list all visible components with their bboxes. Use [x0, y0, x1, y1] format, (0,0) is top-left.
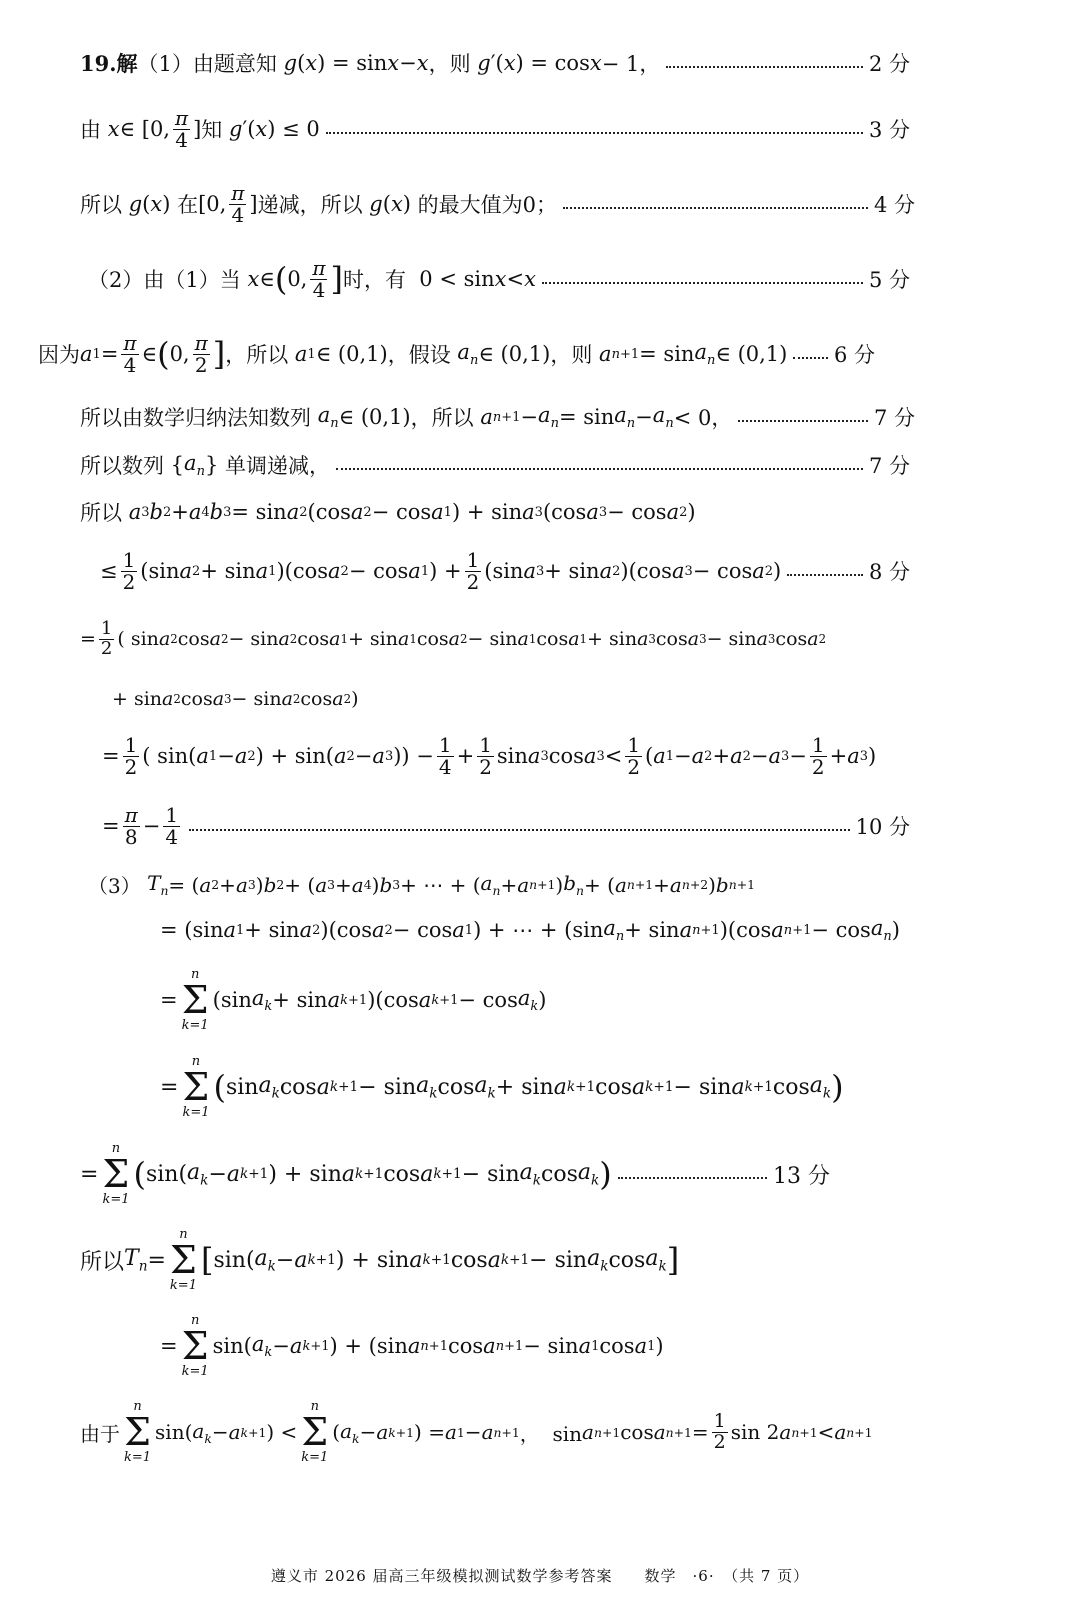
solution-line-20: = n Σ k=1 sin( $a_k$ − a k+1 ) + (sin a n+1 cos a n+1 − sin a 1 cos a 1 ): [160, 1313, 664, 1379]
solution-line-7: 所以数列 { $a_n$ } 单调递减， 7 分: [80, 450, 910, 480]
score-label: 5 分: [868, 268, 910, 293]
dot-leader: [189, 829, 850, 831]
solution-line-21: 由于 n Σ k=1 sin( $a_k$ − a k+1 ) < n Σ k=1 ( $a_k$ − a k+1 ) = a 1 − a n+1 ， sin a n+1 cos a n+1 = $\frac{1}{2}$ sin 2 a n+1 < a n+1: [80, 1399, 873, 1465]
dot-leader: [618, 1177, 767, 1179]
solution-line-12: = $\frac{1}{2}$ ( sin( a 1 − a 2 ) + sin( a 2 − a 3 )) − $\frac{1}{4}$ + $\frac{1}{2}$ sin a 3 cos a 3 < $\frac{1}{2}$ ( a 1 − a 2 + a 2 − a 3 − $\frac{1}{2}$ + a 3 ): [102, 733, 877, 779]
solution-line-13: = $\frac{\pi}{8}$ − $\frac{1}{4}$ 10 分: [102, 803, 910, 849]
solution-line-2: 由 x ∈ [0, $\frac{\pi}{4}$ ] 知 g ′( x ) ≤ 0 3 分: [80, 106, 910, 152]
dot-leader: [738, 420, 868, 422]
dot-leader: [326, 132, 863, 134]
solution-line-10: = $\frac{1}{2}$ ( sin a 2 cos a 2 − sin a 2 cos a 1 + sin a 1 cos a 2 − sin a 1 cos a 1 + sin a 3 cos a 3 − sin a 3 cos a 2: [80, 618, 827, 659]
page-footer: 遵义市 2026 届高三年级模拟测试数学参考答案 数学 ·6· （共 7 页）: [270, 1567, 810, 1585]
part1-label: （1）: [137, 52, 193, 76]
problem-number: 19.解: [80, 51, 138, 76]
score-label: 2 分: [868, 52, 910, 76]
score-label: 8 分: [868, 560, 910, 585]
solution-line-18: = n Σ k=1 ( sin( $a_k$ − a k+1 ) + sin a k+1 cos a k+1 − sin $a_k$ cos $a_k$ ) 13 分: [80, 1141, 830, 1207]
score-label: 3 分: [868, 118, 910, 143]
score-label: 4 分: [873, 193, 915, 218]
dot-leader: [666, 66, 863, 68]
score-label: 7 分: [868, 454, 910, 478]
score-label: 10 分: [855, 815, 910, 840]
part2-label: （2）: [88, 268, 144, 293]
solution-line-6: 所以由数学归纳法知数列 $a_n$ ∈ (0,1) ，所以 a n+1 − $a_n$ = sin $a_n$ − $a_n$ < 0， 7 分: [80, 402, 915, 432]
solution-line-8: 所以 a 3 b 2 + a 4 b 3 = sin a 2 (cos a 2 − cos a 1 ) + sin a 3 (cos a 3 − cos a 2 ): [80, 500, 696, 525]
solution-line-1: 19.解 （1） 由题意知 g ( x ) = sin x − x ，则 g ′( x ) = cos x − 1， 2 分: [80, 48, 910, 78]
solution-line-15: = (sin a 1 + sin a 2 )(cos a 2 − cos a 1 ) + ⋯ + (sin $a_n$ + sin a n+1 )(cos a n+1 − cos $a_n$ ): [160, 916, 900, 945]
dot-leader: [787, 574, 863, 576]
solution-line-3: 所以 g ( x ) 在 [0, $\frac{\pi}{4}$ ] 递减，所以 g ( x ) 的最大值为0； 4 分: [80, 181, 915, 227]
solution-line-14: （3） $T_n$ = ( a 2 + a 3 ) b 2 + ( a 3 + a 4 ) b 3 + ⋯ + ( $a_n$ + a n+1 ) $b_n$ + ( a n+1 + a n+2 ) b n+1: [88, 871, 755, 898]
dot-leader: [542, 282, 863, 284]
score-label: 6 分: [833, 343, 875, 368]
solution-line-4: （2） 由（1）当 x ∈ ( 0, $\frac{\pi}{4}$ ] 时，有 0 < sin x < x 5 分: [88, 256, 910, 302]
score-label: 7 分: [873, 406, 915, 430]
solution-line-5: 因为 a 1 = $\frac{\pi}{4}$ ∈ ( 0, $\frac{\pi}{2}$ ] ，所以 a 1 ∈ (0,1) ，假设 $a_n$ ∈ (0,1) ，则 a n+1 = sin $a_n$ ∈ (0,1) 6 分: [38, 331, 875, 377]
part3-label: （3）: [88, 874, 141, 898]
dot-leader: [336, 468, 863, 470]
dot-leader: [793, 357, 828, 359]
solution-line-9: ≤ $\frac{1}{2}$ (sin a 2 + sin a 1 )(cos a 2 − cos a 1 ) + $\frac{1}{2}$ (sin a 3 + sin a 2 )(cos a 3 − cos a 2 ) 8 分: [100, 548, 910, 594]
score-label: 13 分: [773, 1163, 830, 1189]
solution-line-19: 所以 $T_n$ = n Σ k=1 [ sin( $a_k$ − a k+1 ) + sin a k+1 cos a k+1 − sin $a_k$ cos $a_k$ ]: [80, 1227, 680, 1293]
solution-line-11: + sin a 2 cos a 3 − sin a 2 cos a 2 ): [112, 688, 359, 710]
solution-line-17: = n Σ k=1 ( sin $a_k$ cos a k+1 − sin $a_k$ cos $a_k$ + sin a k+1 cos a k+1 − sin a k+1 cos $a_k$ ): [160, 1054, 844, 1120]
dot-leader: [563, 207, 868, 209]
solution-line-16: = n Σ k=1 (sin $a_k$ + sin a k+1 )(cos a k+1 − cos $a_k$ ): [160, 967, 547, 1033]
